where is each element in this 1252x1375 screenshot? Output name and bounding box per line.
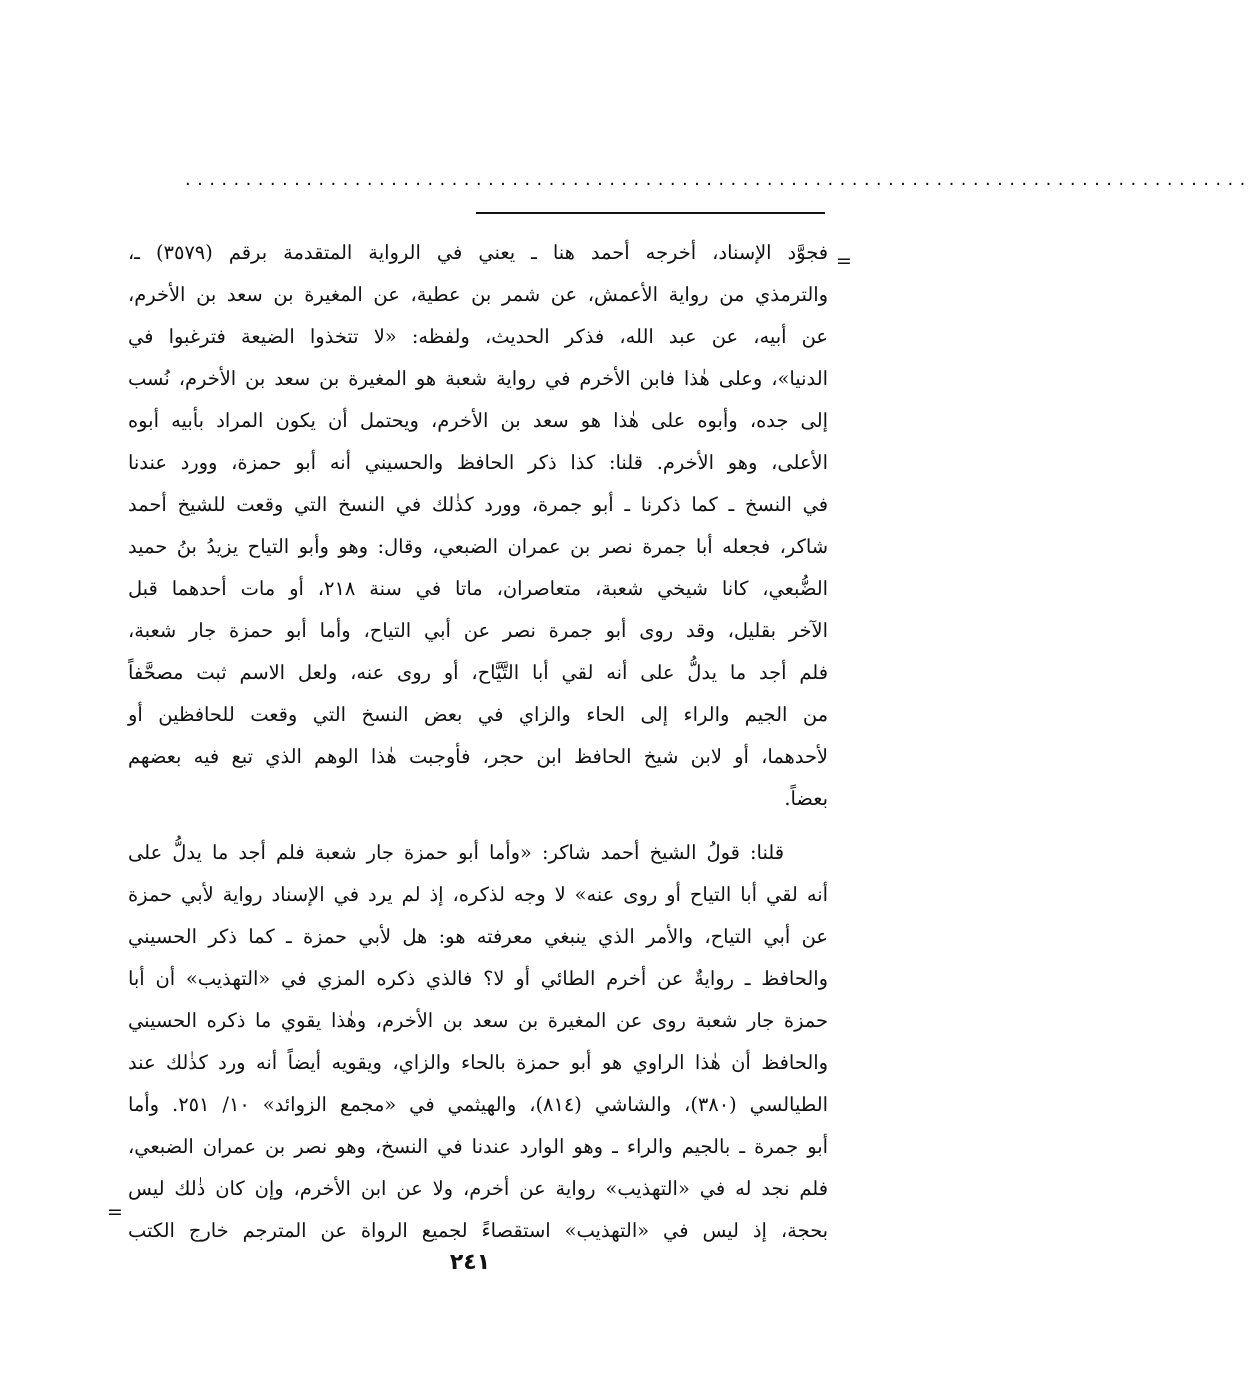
paragraph-gap — [128, 820, 828, 832]
paragraph-1 — [128, 232, 828, 820]
text-line: الدنيا»، وعلى هٰذا فابن الأخرم في رواية شعبة هو المغيرة بن سعد بن الأخرم، نُسب — [128, 367, 828, 390]
text-line: فجوَّد الإسناد، أخرجه أحمد هنا ـ يعني في الرواية المتقدمة برقم (٣٥٧٩) ـ، — [128, 241, 828, 264]
text-line: بعضاً. — [784, 787, 828, 810]
text-line: أبو جمرة ـ بالجيم والراء ـ وهو الوارد عندنا في النسخ، وهو نصر بن عمران الضبعي، — [128, 1135, 828, 1158]
text-line: لأحدهما، أو لابن شيخ الحافظ ابن حجر، فأوجبت هٰذا الوهم الذي تبع فيه بعضهم — [128, 745, 828, 768]
text-line: فلم أجد ما يدلُّ على أنه لقي أبا التَّيَّاح، أو روى عنه، ولعل الاسم ثبت مصحَّفاً — [128, 661, 828, 684]
text-line: والحافظ أن هٰذا الراوي هو أبو حمزة بالحاء والزاي، ويقويه أيضاً أنه ورد كذٰلك عند — [128, 1051, 828, 1074]
footnote-body — [128, 232, 828, 1252]
text-line: الآخر بقليل، وقد روى أبو جمرة نصر عن أبي التياح، وأما أبو حمزة جار شعبة، — [128, 619, 828, 642]
text-line: الضُّبعي، كانا شيخي شعبة، متعاصران، ماتا في سنة ٢١٨، أو مات أحدهما قبل — [128, 577, 828, 600]
text-line: إلى جده، وأبوه على هٰذا هو سعد بن الأخرم، ويحتمل أن يكون المراد بأبيه أبوه — [128, 409, 828, 432]
separator-dots: ........................................................................................ — [185, 169, 1252, 190]
text-line: فلم نجد له في «التهذيب» رواية عن أخرم، ولا عن ابن الأخرم، وإن كان ذٰلك ليس — [128, 1177, 828, 1200]
text-line: من الجيم والراء إلى الحاء والزاي في بعض النسخ التي وقعت للحافظين أو — [128, 703, 828, 726]
text-line: أنه لقي أبا التياح أو روى عنه» لا وجه لذكره، إذ لم يرد في الإسناد رواية لأبي حمزة — [128, 883, 828, 906]
continuation-mark-start: = — [836, 250, 852, 272]
text-line: والحافظ ـ روايةٌ عن أخرم الطائي أو لا؟ فالذي ذكره المزي في «التهذيب» أن أبا — [128, 967, 828, 990]
footnote-rule — [476, 212, 825, 214]
page-number: ٢٤١ — [449, 1250, 491, 1275]
text-line: في النسخ ـ كما ذكرنا ـ أبو جمرة، وورد كذٰلك في النسخ التي وقعت للشيخ أحمد — [128, 493, 828, 516]
text-line: عن أبي التياح، والأمر الذي ينبغي معرفته هو: هل لأبي حمزة ـ كما ذكر الحسيني — [128, 925, 828, 948]
continuation-mark-end: = — [107, 1201, 123, 1223]
text-line: بحجة، إذ ليس في «التهذيب» استقصاءً لجميع الرواة عن المترجم خارج الكتب — [128, 1219, 828, 1242]
paragraph-2 — [128, 832, 828, 1252]
text-line: والترمذي من رواية الأعمش، عن شمر بن عطية، عن المغيرة بن سعد بن الأخرم، — [128, 283, 828, 306]
text-line: قلنا: قولُ الشيخ أحمد شاكر: «وأما أبو حمزة جار شعبة فلم أجد ما يدلُّ على — [128, 841, 784, 864]
text-line: الطيالسي (٣٨٠)، والشاشي (٨١٤)، والهيثمي في «مجمع الزوائد» ١٠/ ٢٥١. وأما — [128, 1093, 829, 1116]
text-line: عن أبيه، عن عبد الله، فذكر الحديث، ولفظه: «لا تتخذوا الضيعة فترغبوا في — [128, 325, 828, 348]
text-line: حمزة جار شعبة روى عن المغيرة بن سعد بن الأخرم، وهٰذا يقوي ما ذكره الحسيني — [128, 1009, 828, 1032]
text-line: الأعلى، وهو الأخرم. قلنا: كذا ذكر الحافظ والحسيني أنه أبو حمزة، وورد عندنا — [128, 451, 828, 474]
text-line: شاكر، فجعله أبا جمرة نصر بن عمران الضبعي، وقال: وهو وأبو التياح يزيدُ بنُ حميد — [128, 535, 828, 558]
